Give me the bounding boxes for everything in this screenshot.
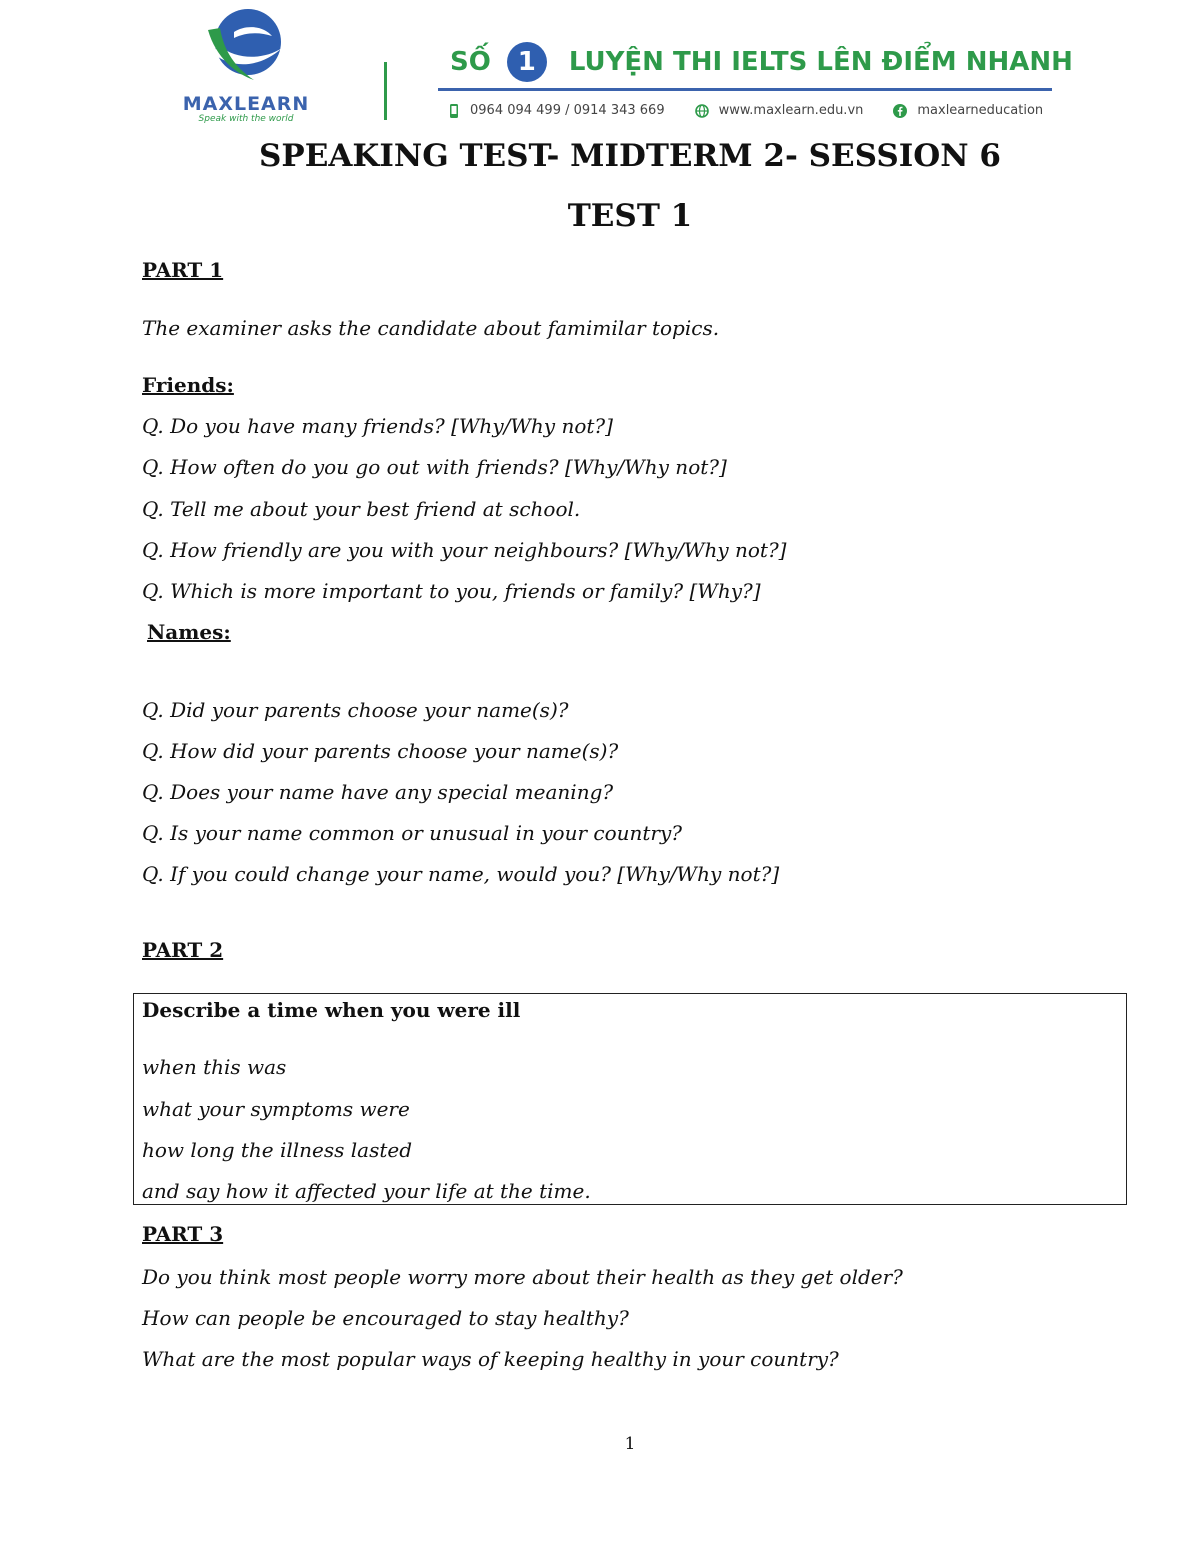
names-question: Q. Does your name have any special meaning? <box>142 780 614 804</box>
page-header <box>0 0 1200 130</box>
number-one-badge: 1 <box>507 42 547 82</box>
part2-heading: PART 2 <box>142 938 224 962</box>
document-title: SPEAKING TEST- MIDTERM 2- SESSION 6 <box>259 138 1001 174</box>
test-title: TEST 1 <box>567 198 693 234</box>
friends-question: Q. Tell me about your best friend at school. <box>142 497 581 521</box>
logo-tagline: Speak with the world <box>198 114 294 124</box>
cue-point: and say how it affected your life at the time. <box>142 1179 591 1203</box>
globe-swoosh-icon <box>206 8 286 88</box>
slogan-text: LUYỆN THI IELTS LÊN ĐIỂM NHANH <box>568 47 1073 77</box>
page-number: 1 <box>624 1434 636 1454</box>
facebook-icon <box>893 104 907 118</box>
names-question: Q. How did your parents choose your name(s)? <box>142 739 619 763</box>
names-question: Q. Is your name common or unusual in your country? <box>142 821 683 845</box>
names-heading: Names: <box>147 620 231 644</box>
friends-question: Q. How friendly are you with your neighbours? [Why/Why not?] <box>142 538 787 562</box>
part3-heading: PART 3 <box>142 1222 224 1246</box>
cue-point: what your symptoms were <box>142 1097 410 1121</box>
part3-question: Do you think most people worry more about their health as they get older? <box>142 1265 903 1289</box>
slogan-underline <box>438 88 1052 91</box>
logo-wordmark: MAXLEARN <box>182 93 310 115</box>
header-slogan <box>450 40 1073 84</box>
cue-point: when this was <box>142 1055 287 1079</box>
part3-question: How can people be encouraged to stay healthy? <box>142 1306 629 1330</box>
names-question: Q. Did your parents choose your name(s)? <box>142 698 569 722</box>
facebook-link[interactable]: maxlearneducation <box>917 103 1044 118</box>
cue-point: how long the illness lasted <box>142 1138 413 1162</box>
phone-number: 0964 094 499 / 0914 343 669 <box>470 103 665 118</box>
contact-bar <box>448 103 1043 118</box>
part1-heading: PART 1 <box>142 258 224 282</box>
slogan-so: SỐ <box>450 47 491 77</box>
website-link[interactable]: www.maxlearn.edu.vn <box>718 103 864 118</box>
part3-question: What are the most popular ways of keeping healthy in your country? <box>142 1347 839 1371</box>
names-question: Q. If you could change your name, would you? [Why/Why not?] <box>142 862 780 886</box>
friends-question: Q. Which is more important to you, friends or family? [Why?] <box>142 579 761 603</box>
maxlearn-logo <box>168 8 324 123</box>
friends-question: Q. Do you have many friends? [Why/Why not?] <box>142 414 613 438</box>
friends-question: Q. How often do you go out with friends? [Why/Why not?] <box>142 455 727 479</box>
part1-intro: The examiner asks the candidate about famimilar topics. <box>142 316 720 340</box>
friends-heading: Friends: <box>142 373 234 397</box>
cue-card-title: Describe a time when you were ill <box>142 998 521 1022</box>
header-divider <box>384 62 387 120</box>
globe-icon <box>695 104 709 118</box>
phone-icon <box>448 104 460 118</box>
